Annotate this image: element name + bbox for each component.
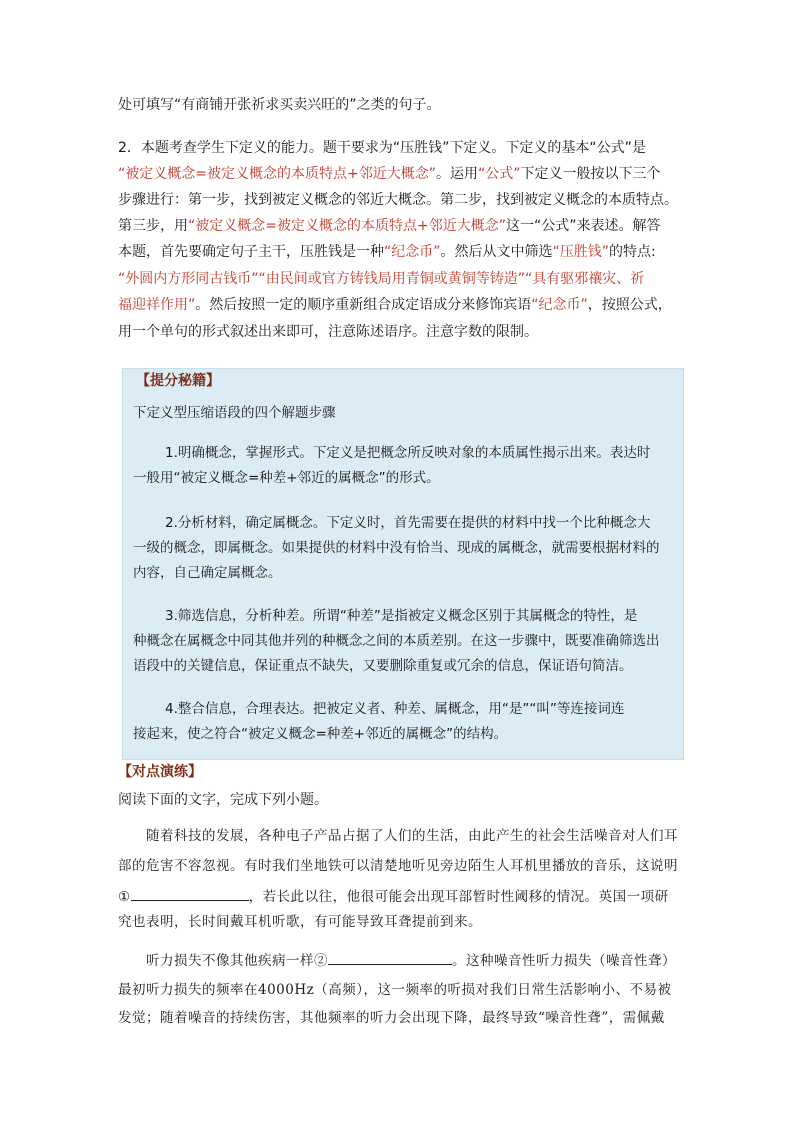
analysis-line <box>118 138 646 158</box>
analysis-text: 。然后从文中筛选 <box>440 244 553 260</box>
highlight-text: 福迎祥作用” <box>118 297 196 313</box>
analysis-text: 下定义一般按以下三个 <box>520 166 661 182</box>
highlight-text: “外圆内方形同古钱币”“由民间或官方铸钱局用青铜或黄铜等铸造”“具有驱邪禳灾、祈 <box>118 271 645 287</box>
analysis-line <box>118 269 644 289</box>
tip-step-4-line-1: 4.整合信息，合理表达。把被定义者、种差、属概念，用“是”“叫”等连接词连 <box>165 701 625 717</box>
blank-marker-1: ① <box>118 889 131 905</box>
practice-title: 【对点演练】 <box>118 764 202 780</box>
analysis-text: 第三步，用 <box>118 218 188 234</box>
analysis-text: 的特点: <box>609 244 656 260</box>
analysis-text: 步骤进行：第一步，找到被定义概念的邻近大概念。第二步，找到被定义概念的本质特点。 <box>118 192 678 208</box>
passage-p2-line-3: 发觉；随着噪音的持续伤害，其他频率的听力会出现下降，最终导致“噪音性聋”，需佩戴 <box>118 1010 665 1026</box>
tip-step-1-line-2: 一般用“被定义概念=种差+邻近的属概念”的形式。 <box>133 470 440 486</box>
analysis-text: 用一个单句的形式叙述出来即可，注意陈述语序。注意字数的限制。 <box>118 324 538 340</box>
practice-instruction: 阅读下面的文字，完成下列小题。 <box>118 792 328 808</box>
analysis-line <box>118 242 656 262</box>
analysis-line <box>118 164 660 184</box>
answer-intro: 处可填写“有商铺开张祈求买卖兴旺的”之类的句子。 <box>118 97 441 113</box>
analysis-text: 这一“公式”来表述。解答 <box>505 218 661 234</box>
passage-p1-line-3-text: ，若长此以往，他很可能会出现耳部暂时性阈移的情况。英国一项研 <box>248 889 669 905</box>
blank-marker-2: ② <box>314 953 328 969</box>
highlight-text: “纪念币” <box>384 244 441 260</box>
tip-step-2-line-3: 内容，自己确定属概念。 <box>133 565 282 581</box>
highlight-text: “压胜钱” <box>552 244 610 260</box>
analysis-text: 本题，首先要确定句子主干，压胜钱是一种 <box>118 244 384 260</box>
analysis-line <box>118 295 672 315</box>
answer-blank-1[interactable] <box>131 886 249 901</box>
analysis-text: 2．本题考查学生下定义的能力。题干要求为“压胜钱”下定义。下定义的基本“公式”是 <box>118 140 646 156</box>
highlight-text: “被定义概念=被定义概念的本质特点+邻近大概念” <box>118 166 436 182</box>
passage-p2-line-1 <box>146 950 676 971</box>
tips-box <box>122 368 684 760</box>
analysis-text: 。然后按照一定的顺序重新组合成定语成分来修饰宾语 <box>195 297 532 313</box>
tip-step-1-line-1: 1.明确概念，掌握形式。下定义是把概念所反映对象的本质属性揭示出来。表达时 <box>165 445 651 461</box>
highlight-text: “被定义概念=被定义概念的本质特点+邻近大概念” <box>188 218 506 234</box>
passage-p2-line-1-after: 。这种噪音性听力损失（噪音性聋） <box>452 953 676 969</box>
tip-step-2-line-1: 2.分析材料，确定属概念。下定义时，首先需要在提供的材料中找一个比种概念大 <box>165 515 651 531</box>
tip-step-3-line-1: 3.筛选信息，分析种差。所谓“种差”是指被定义概念区别于其属概念的特性，是 <box>165 608 638 624</box>
passage-p1-line-4: 究也表明，长时间戴耳机听歌，有可能导致耳聋提前到来。 <box>118 914 482 930</box>
passage-p2-line-1-text: 听力损失不像其他疾病一样 <box>146 953 314 969</box>
highlight-text: “公式” <box>477 166 521 182</box>
passage-p1-line-1: 随着科技的发展，各种电子产品占据了人们的生活，由此产生的社会生活噪音对人们耳 <box>146 828 678 844</box>
tip-step-2-line-2: 一级的概念，即属概念。如果提供的材料中没有恰当、现成的属概念，就需要根据材料的 <box>133 540 660 556</box>
passage-p2-line-2: 最初听力损失的频率在4000Hz（高频），这一频率的听损对我们日常生活影响小、不易被 <box>118 982 672 998</box>
highlight-text: “纪念币” <box>531 297 588 313</box>
tip-step-3-line-2: 种概念在属概念中同其他并列的种概念之间的本质差别。在这一步骤中，既要准确筛选出 <box>133 633 660 649</box>
passage-p1-line-2: 部的危害不容忽视。有时我们坐地铁可以清楚地听见旁边陌生人耳机里播放的音乐，这说明 <box>118 858 678 874</box>
answer-blank-2[interactable] <box>328 950 452 965</box>
tips-title: 【提分秘籍】 <box>136 373 220 389</box>
analysis-line <box>118 216 660 236</box>
analysis-text: 。运用 <box>435 166 478 182</box>
tip-step-4-line-2: 接起来，使之符合“被定义概念=种差+邻近的属概念”的结构。 <box>133 726 508 742</box>
analysis-line <box>118 322 538 342</box>
tip-step-3-line-3: 语段中的关键信息，保证重点不缺失，又要删除重复或冗余的信息，保证语句简洁。 <box>133 658 633 674</box>
analysis-line <box>118 190 678 210</box>
passage-p1-line-3 <box>118 886 669 907</box>
analysis-text: ，按照公式， <box>587 297 672 313</box>
tips-subtitle: 下定义型压缩语段的四个解题步骤 <box>133 405 336 421</box>
